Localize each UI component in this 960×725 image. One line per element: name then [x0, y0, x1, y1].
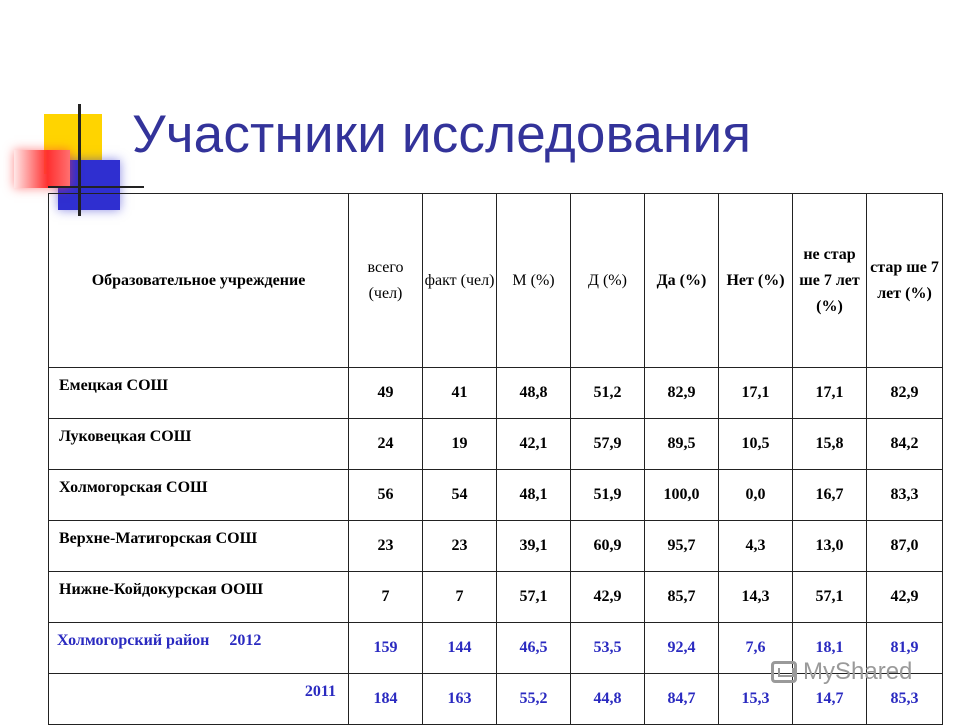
- cell-male: 57,1: [497, 572, 571, 623]
- cell-total: 184: [349, 674, 423, 725]
- decor-red-square: [14, 150, 70, 188]
- header-institution: Образовательное учреждение: [49, 194, 349, 368]
- cell-no: 4,3: [719, 521, 793, 572]
- table-row: [49, 419, 943, 470]
- cell-no: 14,3: [719, 572, 793, 623]
- cell-under-7: 15,8: [793, 419, 867, 470]
- cell-yes: 100,0: [645, 470, 719, 521]
- cell-over-7: 85,3: [867, 674, 943, 725]
- cell-district-label: Холмогорский район 2012: [49, 623, 349, 674]
- cell-over-7: 84,2: [867, 419, 943, 470]
- cell-yes: 95,7: [645, 521, 719, 572]
- decor-horizontal-line: [48, 186, 144, 188]
- cell-total: 49: [349, 368, 423, 419]
- cell-female: 42,9: [571, 572, 645, 623]
- cell-male: 55,2: [497, 674, 571, 725]
- cell-total: 159: [349, 623, 423, 674]
- cell-total: 23: [349, 521, 423, 572]
- cell-no: 0,0: [719, 470, 793, 521]
- cell-total: 7: [349, 572, 423, 623]
- header-male: М (%): [497, 194, 571, 368]
- cell-female: 44,8: [571, 674, 645, 725]
- cell-actual: 23: [423, 521, 497, 572]
- cell-actual: 7: [423, 572, 497, 623]
- header-yes: Да (%): [645, 194, 719, 368]
- cell-institution: Холмогорская СОШ: [49, 470, 349, 521]
- cell-under-7: 13,0: [793, 521, 867, 572]
- cell-institution: Нижне-Койдокурская ООШ: [49, 572, 349, 623]
- cell-yes: 89,5: [645, 419, 719, 470]
- header-no: Нет (%): [719, 194, 793, 368]
- cell-actual: 144: [423, 623, 497, 674]
- slide-title: Участники исследования: [132, 105, 752, 164]
- cell-under-7: 18,1: [793, 623, 867, 674]
- cell-over-7: 42,9: [867, 572, 943, 623]
- cell-male: 39,1: [497, 521, 571, 572]
- cell-no: 7,6: [719, 623, 793, 674]
- header-actual: факт (чел): [423, 194, 497, 368]
- cell-yes: 85,7: [645, 572, 719, 623]
- cell-no: 17,1: [719, 368, 793, 419]
- cell-yes: 84,7: [645, 674, 719, 725]
- cell-under-7: 57,1: [793, 572, 867, 623]
- cell-under-7: 14,7: [793, 674, 867, 725]
- cell-female: 51,2: [571, 368, 645, 419]
- cell-male: 46,5: [497, 623, 571, 674]
- cell-over-7: 82,9: [867, 368, 943, 419]
- cell-actual: 54: [423, 470, 497, 521]
- cell-female: 60,9: [571, 521, 645, 572]
- cell-institution: Емецкая СОШ: [49, 368, 349, 419]
- header-under-7: не стар ше 7 лет (%): [793, 194, 867, 368]
- cell-female: 53,5: [571, 623, 645, 674]
- cell-under-7: 16,7: [793, 470, 867, 521]
- cell-female: 51,9: [571, 470, 645, 521]
- table-header-row: [49, 194, 943, 368]
- cell-under-7: 17,1: [793, 368, 867, 419]
- cell-no: 15,3: [719, 674, 793, 725]
- header-total: всего (чел): [349, 194, 423, 368]
- table-row: [49, 470, 943, 521]
- cell-over-7: 81,9: [867, 623, 943, 674]
- cell-institution: Верхне-Матигорская СОШ: [49, 521, 349, 572]
- watermark-text: MyShared: [803, 658, 913, 685]
- cell-male: 42,1: [497, 419, 571, 470]
- cell-no: 10,5: [719, 419, 793, 470]
- header-female: Д (%): [571, 194, 645, 368]
- cell-over-7: 87,0: [867, 521, 943, 572]
- cell-actual: 19: [423, 419, 497, 470]
- cell-male: 48,1: [497, 470, 571, 521]
- cell-over-7: 83,3: [867, 470, 943, 521]
- cell-male: 48,8: [497, 368, 571, 419]
- cell-actual: 163: [423, 674, 497, 725]
- header-over-7: стар ше 7 лет (%): [867, 194, 943, 368]
- presentation-board-icon: [771, 661, 797, 683]
- cell-total: 24: [349, 419, 423, 470]
- table-row: [49, 368, 943, 419]
- cell-total: 56: [349, 470, 423, 521]
- cell-year-label: 2011: [49, 674, 349, 725]
- participants-table: [48, 193, 943, 725]
- table-row: [49, 572, 943, 623]
- cell-yes: 92,4: [645, 623, 719, 674]
- cell-female: 57,9: [571, 419, 645, 470]
- table-row: [49, 521, 943, 572]
- watermark: [771, 658, 912, 686]
- cell-actual: 41: [423, 368, 497, 419]
- cell-institution: Луковецкая СОШ: [49, 419, 349, 470]
- cell-yes: 82,9: [645, 368, 719, 419]
